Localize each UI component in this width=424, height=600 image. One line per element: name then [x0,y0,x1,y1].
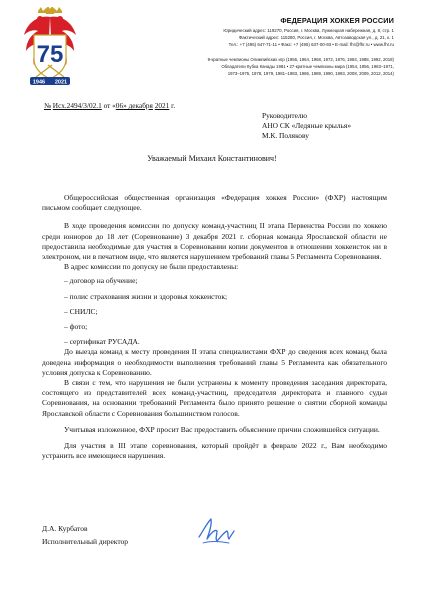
signer-title: Исполнительный директор [42,537,129,546]
logo-year-start: 1946 [32,79,46,86]
outgoing-number-value: Исх.2494/3/02.1 [52,101,102,110]
letter-body [42,172,387,461]
achievements-line: 1973–1975, 1978, 1979, 1981–1983, 1986, 1989, 1990, 1993, 2008, 2009, 2012, 2014) [227,71,394,76]
actual-address: Фактический адрес: 115280, Россия, г. Москва, Автозаводская ул., д. 21, к. 1 [238,35,394,40]
signer-name: Д.А. Курбатов [42,524,88,533]
achievements-line: 9-кратные чемпионы Олимпийских игр (1956, 1964, 1968, 1972, 1976, 1984, 1988, 1992, 2018) [207,57,394,62]
outgoing-month: » декабря [123,101,153,110]
list-item: – СНИЛС; [64,306,98,316]
addressee-line: АНО СК «Ледяные крылья» [262,121,352,130]
contacts-line: Тел.: +7 (495) 647-71-11 • Факс: +7 (495) 637-00-93 • E-mail: fhr@fhr.ru • www.fhr.ru [228,42,394,47]
body-paragraph: В связи с тем, что нарушения не были устранены к моменту проведения заседания директората, состоящего из представителей всех команд-участниц, председателя директората и главного судьи Соревнования, на основании требований Регламента было принято решение о снятии сборной команды Ярославской области с Соревнования большинством голосов. [42,378,387,418]
logo-75-mark: 75 [36,41,64,68]
body-paragraph: Учитывая изложенное, ФХР просит Вас предоставить объяснение причин сложившейся ситуации. [64,424,380,434]
list-item: – фото; [64,322,88,332]
outgoing-from-word: от « [103,101,116,110]
addressee-line: Руководителю [262,111,308,120]
body-paragraph: До выезда команд к месту проведения II этапа специалистами ФХР до сведения всех команд была доведена информация о необходимости выполнения требований главы 5 Регламента как обязательного условия допуска к Соревнованию. [42,347,387,377]
body-paragraph: В адрес комиссии по допуску не были предоставлены: [64,262,239,272]
body-paragraph: В ходе проведения комиссии по допуску команд-участниц II этапа Первенства России по хоккею среди юниоров до 18 лет (Соревнование) 3 декабря 2021 г. сборная команда Ярославской области не предоставила необходимые для участия в Соревновании копии документов в отношении хоккеисток ни в электроном, ни в печатном виде, что является нарушением требований главы 5 Регламента Соревнования. [42,221,387,262]
org-name: ФЕДЕРАЦИЯ ХОККЕЯ РОССИИ [280,16,394,25]
salutation: Уважаемый Михаил Константинович! [147,154,277,163]
outgoing-suffix: г. [171,101,176,110]
list-item: – полис страхования жизни и здоровья хоккеисток; [64,291,228,301]
body-paragraph: Общероссийская общественная организация «Федерация хоккея России» (ФХР) настоящим письмом сообщает следующее. [42,193,387,213]
handwritten-signature [193,513,235,549]
addressee-line: М.К. Полякову [262,131,309,140]
signer-block [42,522,128,548]
logo-year-end: 2021 [54,79,68,86]
outgoing-year: 2021 [154,101,170,110]
achievements-line: Обладатели Кубка Канады 1981 • 27-кратные чемпионы мира (1954, 1956, 1963–1971, [221,64,394,69]
outgoing-prefix: № [44,101,51,110]
list-item: – сертификат РУСАДА. [64,337,140,347]
body-paragraph: Для участия в III этапе соревнования, который пройдёт в феврале 2022 г., Вам необходимо устранить все имеющиеся нарушения. [42,441,387,461]
legal-address: Юридический адрес: 119270, Россия, г. Москва, Лужнецкая набережная, д. 8, стр. 1 [223,28,394,33]
list-item: – договор на обучение; [64,276,138,286]
outgoing-day: 06 [115,101,124,110]
fhr-75-anniversary-logo [18,7,82,89]
outgoing-number [44,101,175,110]
